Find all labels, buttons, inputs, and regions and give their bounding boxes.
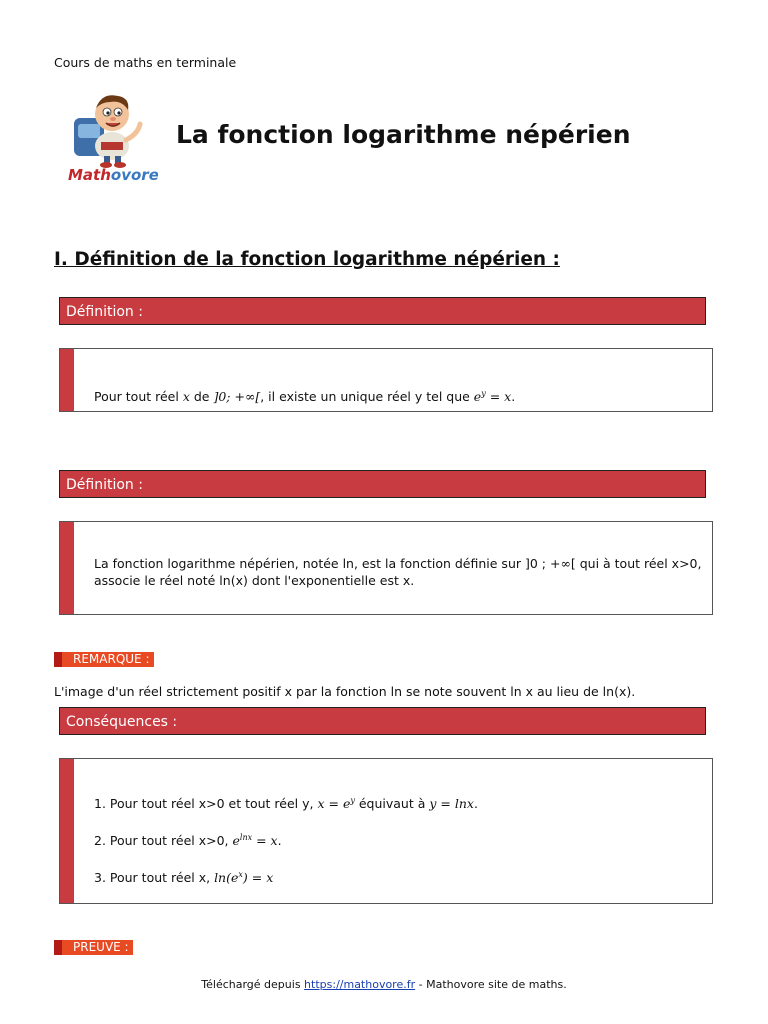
consequence-item-1: 1. Pour tout réel x>0 et tout réel y, $x = e^y$ équivaut à y = lnx. [94,796,478,812]
box-stripe [60,759,74,903]
consequences-list [94,792,702,886]
footer: Téléchargé depuis https://mathovore.fr - Mathovore site de maths. [201,978,567,991]
definition-banner-1: Définition : [59,297,706,325]
definition-banner-2: Définition : [59,470,706,498]
definition-text-2: La fonction logarithme népérien, notée ln, est la fonction définie sur ]0 ; +∞[ qui à tout réel x>0, associe le réel noté ln(x) dont l'exponentielle est x. [94,556,702,588]
consequences-banner: Conséquences : [59,707,706,735]
proof-tag: PREUVE : [54,940,133,955]
consequence-item-3: 3. Pour tout réel x, $\ln(e^x) = x$ [94,870,274,886]
consequence-item-2: 2. Pour tout réel x>0, $e^{lnx} = x$. [94,833,282,849]
remark-text: L'image d'un réel strictement positif x par la fonction ln se note souvent ln x au lieu de ln(x). [54,684,636,699]
box-stripe [60,349,74,411]
definition-text-1: Pour tout réel x de ]0; +∞[, il existe un unique réel y tel que $e^y = x$. [94,389,516,405]
course-label: Cours de maths en terminale [54,55,237,70]
footer-link[interactable]: https://mathovore.fr [304,978,416,991]
mathovore-logo [66,90,158,184]
definition-box-2 [59,521,713,615]
document-title: La fonction logarithme népérien [176,120,631,149]
logo-wordmark: Mathovore [68,166,158,184]
box-stripe [60,522,74,614]
remark-tag: REMARQUE : [54,652,154,667]
consequences-box [59,758,713,904]
section-heading: I. Définition de la fonction logarithme népérien : [54,249,560,270]
definition-box-1 [59,348,713,412]
